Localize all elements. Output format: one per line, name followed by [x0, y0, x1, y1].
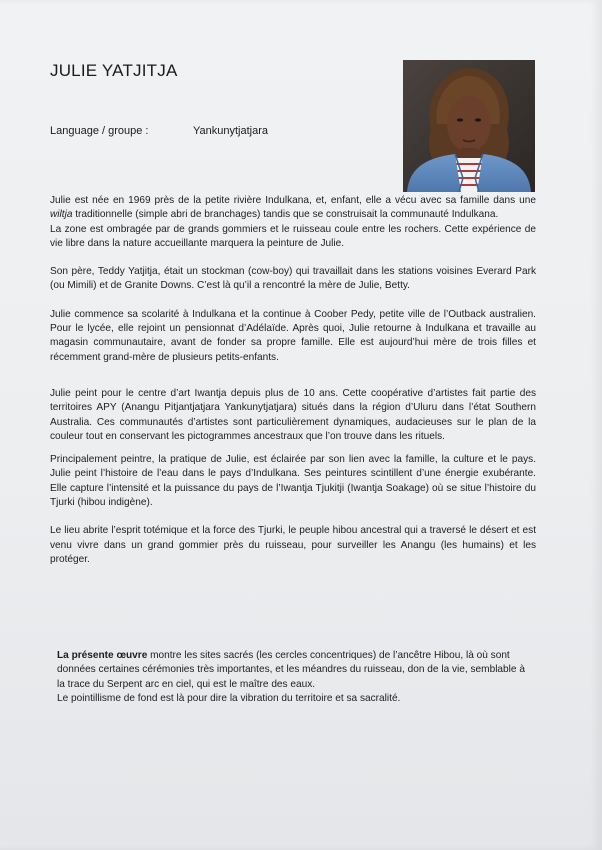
page-title: JULIE YATJITJA — [50, 61, 178, 80]
language-label: Language / groupe : — [50, 125, 149, 137]
paragraph-pointillism: Le pointillisme de fond est là pour dire la vibration du territoire et sa sacralité. — [57, 692, 401, 704]
portrait-photo-icon — [403, 60, 535, 192]
paragraph-birth: Julie est née en 1969 près de la petite rivière Indulkana, et, enfant, elle a vécu avec sa famille dans une wiltja traditionnelle (simple abri de branchages) tandis que se construisait la communauté Indulkana. — [50, 195, 536, 221]
paragraph-father: Son père, Teddy Yatjitja, était un stockman (cow-boy) qui travaillait dans les stations voisines Everard Park (ou Mimili) et de Granite Downs. C’est là qu’il a rencontré la mère de Julie, Betty. — [50, 266, 536, 292]
portrait-photo — [403, 60, 535, 192]
paragraph-art-centre: Julie peint pour le centre d’art Iwantja depuis plus de 10 ans. Cette coopérative d’artistes fait partie des territoires APY (Anangu Pitjantjatjara Yankunytjatjara) situés dans la région d’Uluru dans l’état Southern Australia. Ces communautés d’artistes sont particulièrement dynamiques, audacieuses sur le plan de la couleur tout en conservant les pictogrammes ancestraux que l’on trouve dans les rituels. — [50, 387, 536, 442]
paragraph-schooling: Julie commence sa scolarité à Indulkana et la continue à Coober Pedy, petite ville de l’Outback australien. Pour le lycée, elle rejoint un pensionnat d’Adélaïde. Après quoi, Julie retourne à Indulkana et travaille au magasin communautaire, avant de fonder sa propre famille. Elle est aujourd’hui mère de trois filles et récemment grand-mère de plusieurs petits-enfants. — [50, 308, 536, 363]
artwork-heading: La présente œuvre — [57, 650, 148, 661]
paragraph-artwork: La présente œuvre montre les sites sacrés (les cercles concentriques) de l’ancêtre Hibou, là où sont données certaines cérémonies très importantes, et les méandres du ruisseau, don de la vie, semblable à la trace du Serpent arc en ciel, qui est le maître des eaux. — [57, 650, 525, 690]
paragraph-practice: Principalement peintre, la pratique de Julie, est éclairée par son lien avec la famille, la culture et le pays. Julie peint l’histoire de l’eau dans le pays d’Indulkana. Ses peintures scintillent d’une énergie exubérante. Elle capture l’intensité et la puissance du pays de l’Iwantja Tjukitji (Iwantja Soakage) où se situe l’histoire du Tjurki (hibou indigène). — [50, 454, 536, 509]
term-wiltja: wiltja — [50, 209, 73, 221]
paragraph-tjurki: Le lieu abrite l’esprit totémique et la force des Tjurki, le peuple hibou ancestral qui a traversé le désert et est venu vivre dans un grand gommier près du ruisseau, pour surveiller les Anangu (les humains) et les protéger. — [50, 525, 536, 565]
language-value: Yankunytjatjara — [193, 125, 269, 137]
artwork-description — [57, 649, 531, 706]
biography-text — [50, 194, 536, 567]
paragraph-landscape: La zone est ombragée par de grands gommiers et le ruisseau coule entre les rochers. Cette expérience de vie libre dans la nature accueillante marquera la peinture de Julie. — [50, 223, 536, 249]
